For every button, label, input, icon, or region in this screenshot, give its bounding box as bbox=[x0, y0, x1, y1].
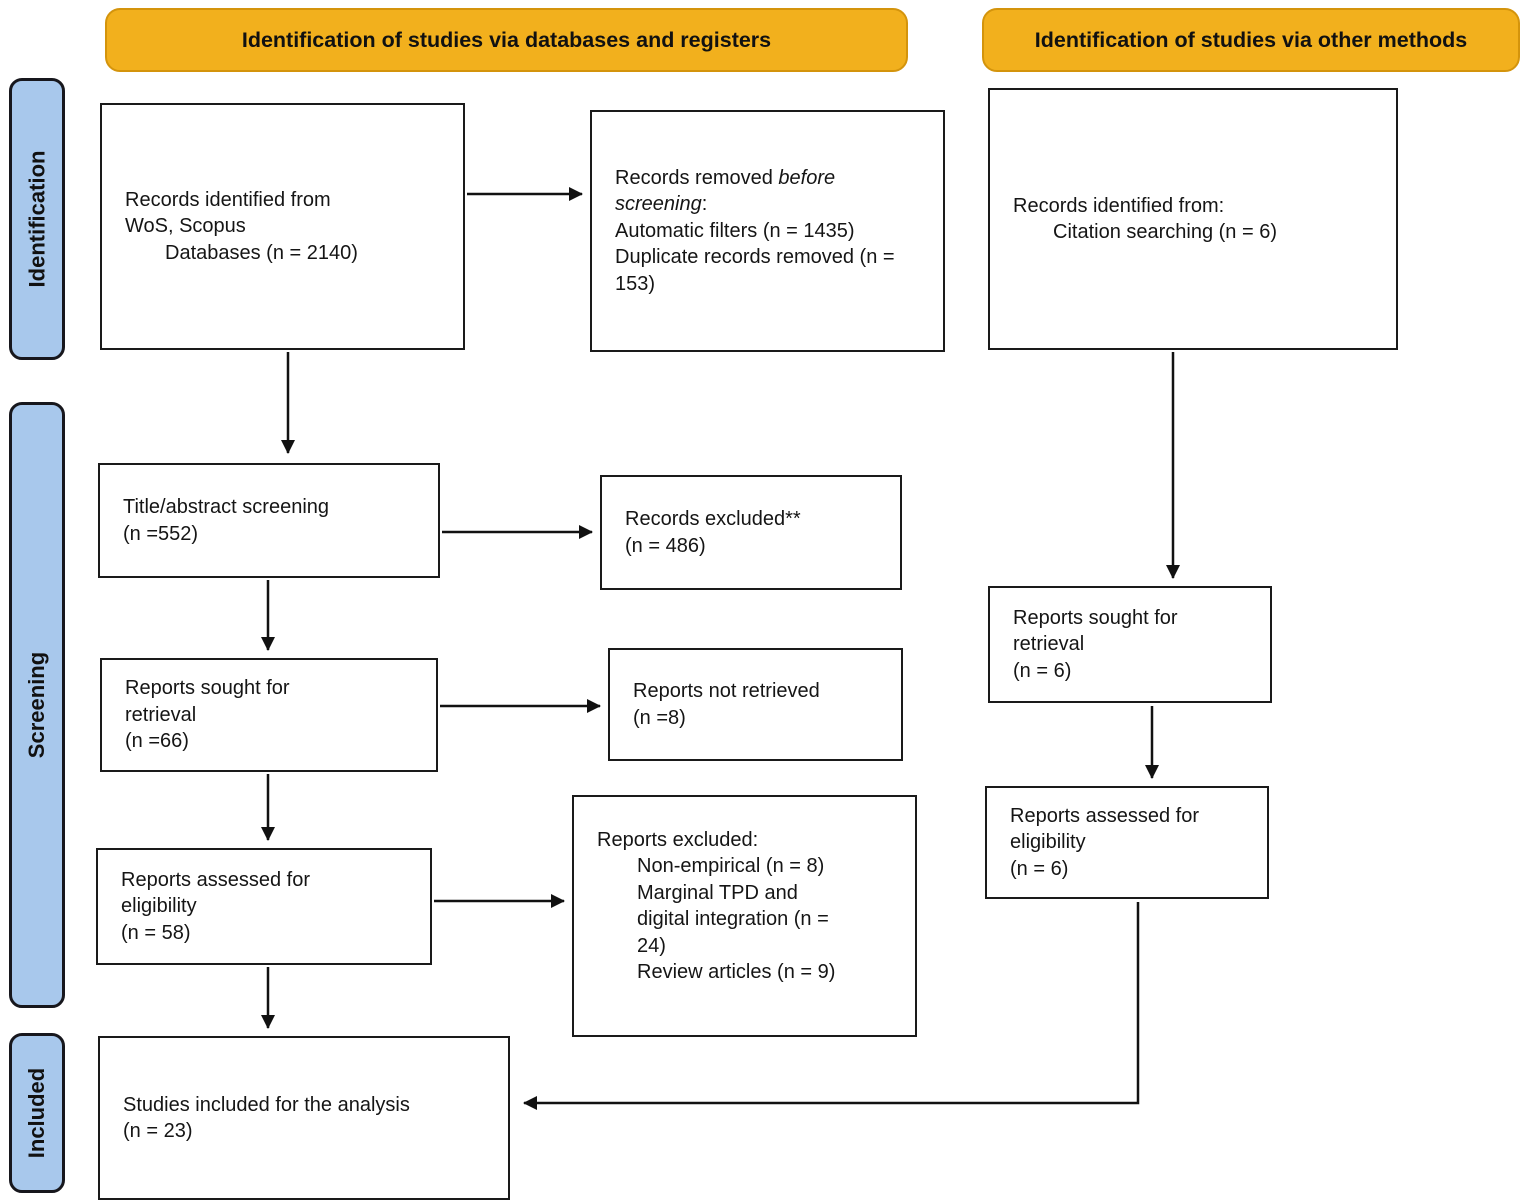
box-reports-not-retrieved bbox=[608, 648, 903, 761]
box-text-segment: : bbox=[701, 193, 708, 216]
box-text-line: Records identified from: bbox=[1013, 194, 1225, 217]
box-text-line: Review articles (n = 9) bbox=[637, 960, 836, 983]
box-reports-sought-retrieval-left bbox=[100, 658, 438, 772]
box-text-line: Reports not retrieved bbox=[633, 680, 820, 703]
box-text-line: Non-empirical (n = 8) bbox=[637, 855, 825, 878]
stage-label-identification bbox=[9, 78, 65, 360]
box-records-identified-databases bbox=[100, 103, 465, 350]
box-text-line: (n = 58) bbox=[121, 921, 191, 944]
stage-label-screening bbox=[9, 402, 65, 1008]
box-text-line: retrieval bbox=[1013, 633, 1085, 656]
box-text-line: eligibility bbox=[121, 895, 197, 918]
box-text-line: Reports assessed for bbox=[121, 868, 310, 891]
stage-label-included bbox=[9, 1033, 65, 1193]
box-text-line: (n = 6) bbox=[1013, 659, 1072, 682]
box-records-removed-before-screening bbox=[590, 110, 945, 352]
box-text-line: Records identified from bbox=[125, 188, 331, 211]
box-text-line: Reports assessed for bbox=[1010, 804, 1199, 827]
box-text-line: Duplicate records removed (n = 153) bbox=[615, 246, 901, 295]
box-text-line bbox=[615, 165, 929, 218]
stage-label-included-text: Included bbox=[24, 1067, 50, 1159]
box-text-line: (n =66) bbox=[125, 730, 189, 753]
box-text-line: Reports sought for bbox=[125, 677, 290, 700]
box-title-abstract-screening bbox=[98, 463, 440, 578]
box-text-line: Reports excluded: bbox=[597, 829, 759, 851]
box-text-line: eligibility bbox=[1010, 831, 1086, 854]
box-text-line: WoS, Scopus bbox=[125, 215, 246, 238]
box-text-segment: Records removed bbox=[615, 167, 779, 190]
box-text-line: Records excluded** bbox=[625, 508, 801, 531]
box-text-line: Title/abstract screening bbox=[123, 496, 330, 519]
box-records-identified-citation bbox=[988, 88, 1398, 350]
box-text-line: (n = 23) bbox=[123, 1120, 193, 1142]
header-other-methods: Identification of studies via other methods bbox=[982, 8, 1520, 72]
box-text-line: Automatic filters (n = 1435) bbox=[615, 219, 855, 242]
box-reports-sought-retrieval-right bbox=[988, 586, 1272, 703]
box-records-excluded bbox=[600, 475, 902, 590]
box-text-segment-italic: before screening bbox=[615, 167, 841, 216]
box-reports-excluded-reasons bbox=[572, 795, 917, 1037]
header-databases-registers: Identification of studies via databases and registers bbox=[105, 8, 908, 72]
box-text-line: Studies included for the analysis bbox=[123, 1093, 410, 1116]
box-text-line: Marginal TPD and digital integration (n = 24) bbox=[637, 881, 835, 957]
box-text-line: (n = 6) bbox=[1010, 857, 1069, 880]
box-text-line: Citation searching (n = 6) bbox=[1053, 221, 1278, 243]
box-text-line: Databases (n = 2140) bbox=[165, 241, 358, 264]
box-text-line: retrieval bbox=[125, 703, 197, 726]
box-text-line: (n =552) bbox=[123, 522, 199, 545]
box-text-line: (n =8) bbox=[633, 706, 686, 729]
stage-label-screening-text: Screening bbox=[24, 651, 49, 759]
box-reports-assessed-eligibility-left bbox=[96, 848, 432, 965]
stage-label-identification-text: Identification bbox=[24, 150, 50, 288]
box-studies-included-analysis bbox=[98, 1036, 510, 1200]
box-reports-assessed-eligibility-right bbox=[985, 786, 1269, 899]
box-text-line: Reports sought for bbox=[1013, 606, 1178, 629]
box-text-line: (n = 486) bbox=[625, 534, 706, 557]
